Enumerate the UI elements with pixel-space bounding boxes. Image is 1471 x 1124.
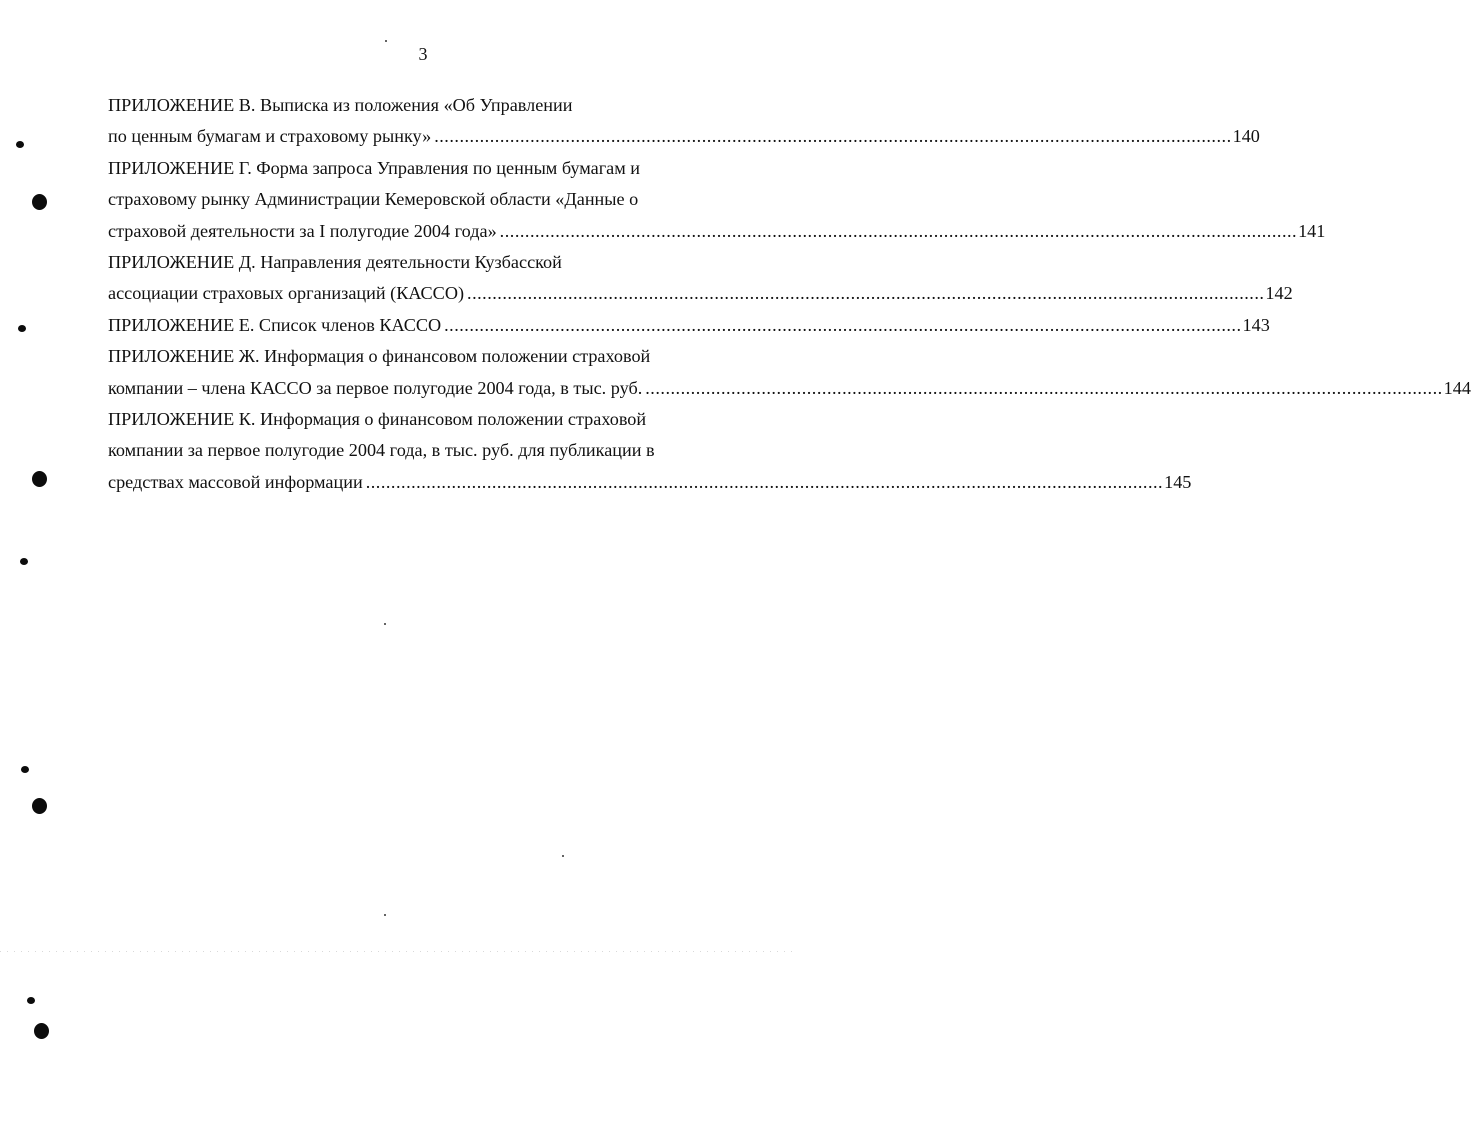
toc-entry-last-line <box>108 310 1270 341</box>
scan-speck <box>384 623 386 625</box>
toc-entry-last-line <box>108 467 1192 498</box>
punch-hole-icon <box>20 558 28 565</box>
toc-entry-appendix-g[interactable] <box>108 153 1326 247</box>
punch-hole-icon <box>34 1023 49 1039</box>
toc-entry-text: по ценным бумагам и страховому рынку» <box>108 126 432 147</box>
toc-entry-appendix-k[interactable] <box>108 404 1192 498</box>
punch-hole-icon <box>16 141 24 148</box>
dot-leader: .............................................................................................................................................................. <box>467 283 1265 304</box>
toc-entry-appendix-e[interactable] <box>108 310 1270 341</box>
dot-leader: .............................................................................................................................................................. <box>434 126 1232 147</box>
toc-entry-text: средствах массовой информации <box>108 471 363 492</box>
punch-hole-icon <box>27 997 35 1004</box>
toc-entry-appendix-zh[interactable] <box>108 341 1471 404</box>
punch-hole-icon <box>18 325 26 332</box>
toc-entry-text: ПРИЛОЖЕНИЕ Е. Список членов КАССО <box>108 314 442 335</box>
toc-entry-text: компании – члена КАССО за первое полугодие 2004 года, в тыс. руб. <box>108 377 643 398</box>
toc-entry-appendix-d[interactable] <box>108 247 1293 310</box>
dot-leader: .............................................................................................................................................................. <box>365 471 1164 492</box>
toc-page-number: 140 <box>1232 126 1260 147</box>
toc-entry-line: ПРИЛОЖЕНИЕ В. Выписка из положения «Об Управлении <box>108 95 573 115</box>
scan-speck <box>384 914 386 916</box>
toc-entry-last-line <box>108 121 1260 152</box>
toc-entry-line: ПРИЛОЖЕНИЕ Ж. Информация о финансовом положении страховой <box>108 346 651 367</box>
toc-entry-line: компании за первое полугодие 2004 года, в тыс. руб. для публикации в <box>108 440 655 461</box>
toc-entry-line: ПРИЛОЖЕНИЕ Г. Форма запроса Управления по ценным бумагам и <box>108 157 641 178</box>
toc-entry-line: страховому рынку Администрации Кемеровской области «Данные о <box>108 189 639 210</box>
toc-entry-last-line <box>108 278 1293 309</box>
toc-page-number: 143 <box>1242 314 1270 335</box>
toc-page-number: 144 <box>1443 377 1471 398</box>
toc-page-number: 142 <box>1265 283 1293 304</box>
toc-entry-line: ПРИЛОЖЕНИЕ К. Информация о финансовом положении страховой <box>108 409 647 430</box>
punch-hole-icon <box>32 471 47 487</box>
toc-page-number: 145 <box>1164 471 1192 492</box>
toc-entry-appendix-v[interactable] <box>108 90 1260 153</box>
table-of-contents <box>108 90 1471 498</box>
scan-speck <box>385 40 387 42</box>
dot-leader: .............................................................................................................................................................. <box>645 377 1443 398</box>
dot-leader: .............................................................................................................................................................. <box>444 314 1242 335</box>
toc-entry-last-line <box>108 373 1471 404</box>
toc-entry-text: ассоциации страховых организаций (КАССО) <box>108 283 465 304</box>
dot-leader: .............................................................................................................................................................. <box>499 220 1298 241</box>
punch-hole-icon <box>32 194 47 210</box>
punch-hole-icon <box>32 798 47 814</box>
toc-entry-text: страховой деятельности за I полугодие 2004 года» <box>108 220 497 241</box>
toc-entry-last-line <box>108 216 1326 247</box>
scan-speck <box>562 855 564 857</box>
scan-artifact-line <box>0 951 796 952</box>
punch-hole-icon <box>21 766 29 773</box>
page-number: 3 <box>418 44 428 64</box>
toc-entry-line: ПРИЛОЖЕНИЕ Д. Направления деятельности Кузбасской <box>108 252 562 273</box>
toc-page-number: 141 <box>1298 220 1326 241</box>
